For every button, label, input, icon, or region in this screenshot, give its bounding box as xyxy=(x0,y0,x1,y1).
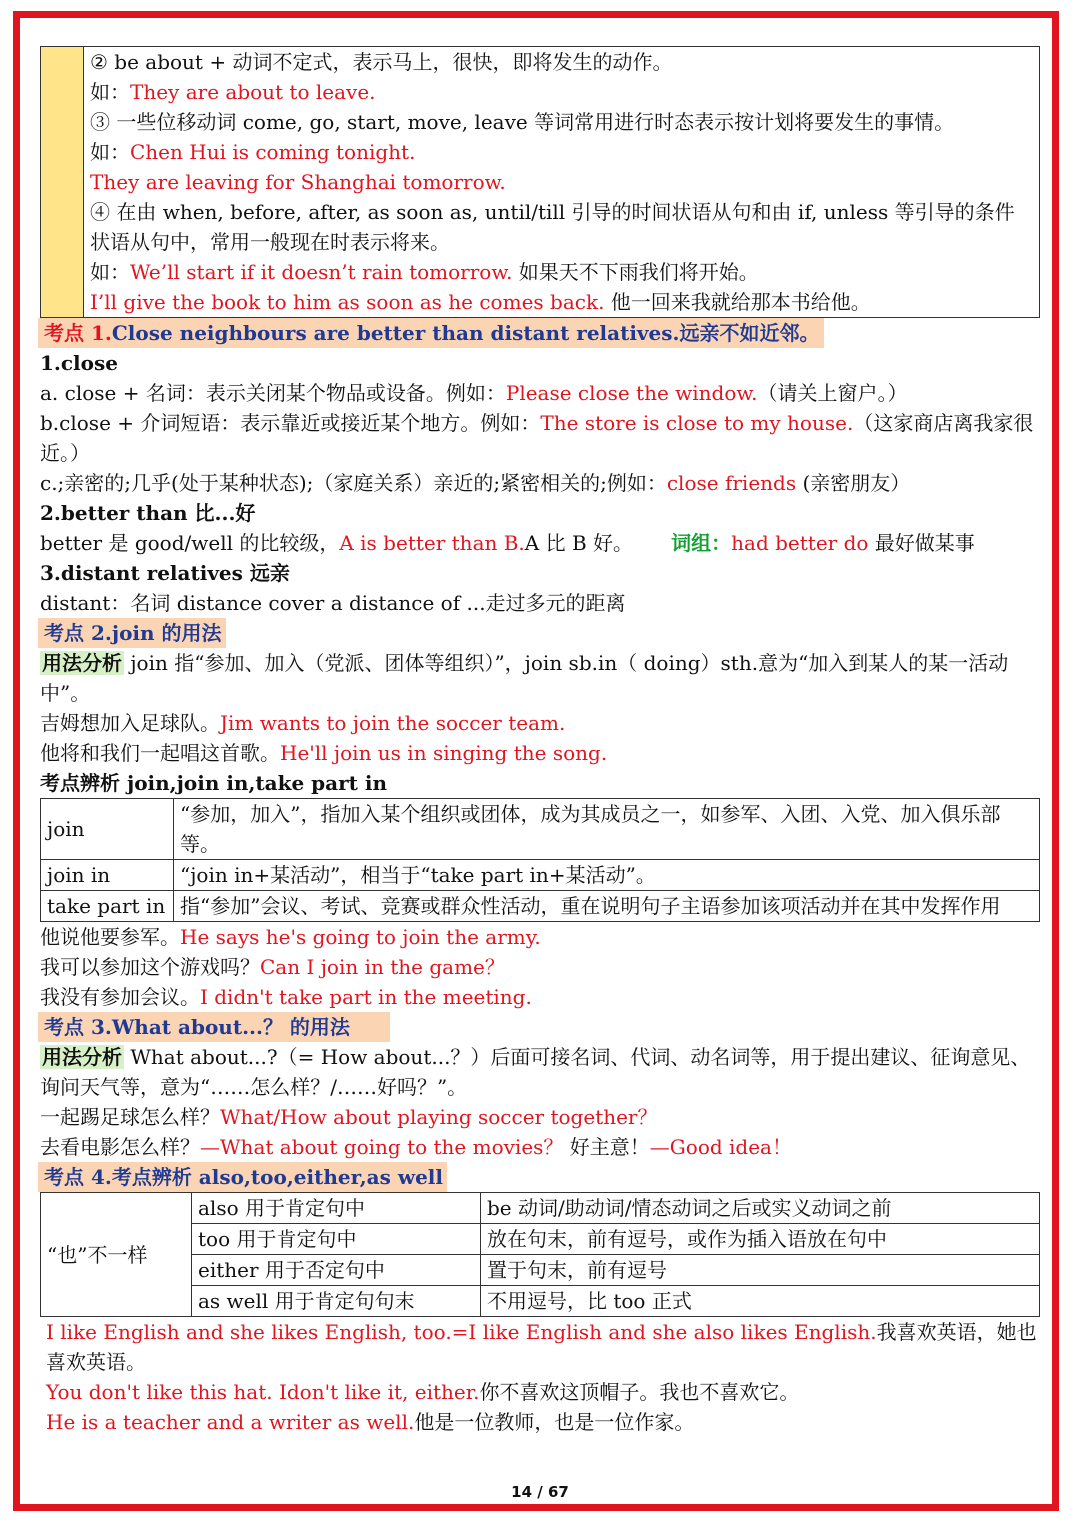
table-term: join in xyxy=(41,860,174,891)
kp2-analysis: 用法分析 join 指“参加、加入（党派、团体等组织）”，join sb.in（ doing）sth.意为“加入到某人的某一活动中”。 xyxy=(40,651,1009,705)
kp3-heading: 考点 3.What about...？ 的用法 xyxy=(40,1012,1040,1042)
box-sidebar xyxy=(41,47,84,317)
box-line: They are leaving for Shanghai tomorrow. xyxy=(90,170,506,194)
box-line: 如：They are about to leave. xyxy=(90,80,376,104)
kp2-example: 我没有参加会议。I didn't take part in the meeting. xyxy=(40,985,532,1009)
table-term: take part in xyxy=(41,891,174,922)
kp1-a: a. close + 名词：表示关闭某个物品或设备。例如：Please close the window.（请关上窗户。） xyxy=(40,381,908,405)
box-line: ③ 一些位移动词 come, go, start, move, leave 等词常用进行时态表示按计划将要发生的事情。 xyxy=(90,110,955,134)
table-pos: 置于句末，前有逗号 xyxy=(481,1255,1040,1286)
kp4-example: You don't like this hat. Idon't like it, either.你不喜欢这顶帽子。我也不喜欢它。 xyxy=(46,1380,800,1404)
also-too-table xyxy=(40,1192,1040,1317)
kp4-example: I like English and she likes English, too.=I like English and she also likes English.我喜欢英语，她也喜欢英语。 xyxy=(46,1320,1037,1374)
table-desc: 指“参加”会议、考试、竞赛或群众性活动，重在说明句子主语参加该项活动并在其中发挥作用 xyxy=(174,891,1040,922)
page-number: 14 / 67 xyxy=(511,1483,569,1501)
kp2-example: 他将和我们一起唱这首歌。He'll join us in singing the song. xyxy=(40,741,608,765)
table-pos: be 动词/助动词/情态动词之后或实义动词之前 xyxy=(481,1193,1040,1224)
box-line: ④ 在由 when, before, after, as soon as, until/till 引导的时间状语从句和由 if, unless 等引导的条件状语从句中，常用一般现在时表示将来。 xyxy=(90,200,1015,254)
kp1-sub2: 2.better than 比...好 xyxy=(40,501,256,525)
table-term: join xyxy=(41,799,174,860)
table-word: as well 用于肯定句句末 xyxy=(192,1286,481,1317)
page-content xyxy=(40,46,1040,1437)
kp2-diff-title: 考点辨析 join,join in,take part in xyxy=(40,771,387,795)
kp1-sub3: 3.distant relatives 远亲 xyxy=(40,561,290,585)
table-desc: “参加，加入”，指加入某个组织或团体，成为其成员之一，如参军、入团、入党、加入俱乐部等。 xyxy=(174,799,1040,860)
table-row xyxy=(41,1193,1040,1224)
table-row-head: “也”不一样 xyxy=(41,1193,192,1317)
kp2-example: 我可以参加这个游戏吗？Can I join in the game？ xyxy=(40,955,505,979)
kp1-b: b.close + 介词短语：表示靠近或接近某个地方。例如：The store is close to my house.（这家商店离我家很近。） xyxy=(40,411,1034,465)
table-pos: 不用逗号，比 too 正式 xyxy=(481,1286,1040,1317)
box-line: ② be about + 动词不定式，表示马上，很快，即将发生的动作。 xyxy=(90,50,673,74)
kp1-heading: 考点 1.Close neighbours are better than distant relatives.远亲不如近邻。 xyxy=(40,318,1040,348)
table-row xyxy=(41,891,1040,922)
table-pos: 放在句末，前有逗号，或作为插入语放在句中 xyxy=(481,1224,1040,1255)
kp2-heading: 考点 2.join 的用法 xyxy=(40,618,1040,648)
box-line: 如：Chen Hui is coming tonight. xyxy=(90,140,416,164)
kp3-analysis: 用法分析 What about...?（= How about...？）后面可接名词、代词、动名词等，用于提出建议、征询意见、询问天气等，意为“……怎么样？/……好吗？”。 xyxy=(40,1045,1031,1099)
table-desc: “join in+某活动”，相当于“take part in+某活动”。 xyxy=(174,860,1040,891)
table-word: either 用于否定句中 xyxy=(192,1255,481,1286)
kp2-example: 吉姆想加入足球队。Jim wants to join the soccer team. xyxy=(40,711,566,735)
box-line: I’ll give the book to him as soon as he comes back. 他一回来我就给那本书给他。 xyxy=(90,290,871,314)
kp1-better: better 是 good/well 的比较级，A is better than B.A 比 B 好。 词组：had better do 最好做某事 xyxy=(40,531,975,555)
kp3-example: 去看电影怎么样？—What about going to the movies？ 好主意！—Good idea！ xyxy=(40,1135,792,1159)
table-row xyxy=(41,860,1040,891)
kp4-example: He is a teacher and a writer as well.他是一位教师，也是一位作家。 xyxy=(46,1410,695,1434)
table-word: also 用于肯定句中 xyxy=(192,1193,481,1224)
grammar-box xyxy=(40,46,1040,318)
kp2-example: 他说他要参军。He says he's going to join the army. xyxy=(40,925,541,949)
kp3-example: 一起踢足球怎么样？What/How about playing soccer together？ xyxy=(40,1105,658,1129)
join-table xyxy=(40,798,1040,922)
kp4-heading: 考点 4.考点辨析 also,too,either,as well xyxy=(40,1162,1040,1192)
kp1-sub1: 1.close xyxy=(40,351,118,375)
box-line: 如：We’ll start if it doesn’t rain tomorrow. 如果天不下雨我们将开始。 xyxy=(90,260,759,284)
table-row xyxy=(41,799,1040,860)
kp1-distant: distant：名词 distance cover a distance of ...走过多元的距离 xyxy=(40,591,626,615)
table-word: too 用于肯定句中 xyxy=(192,1224,481,1255)
kp1-c: c.;亲密的;几乎(处于某种状态);（家庭关系）亲近的;紧密相关的;例如：close friends (亲密朋友） xyxy=(40,471,911,495)
